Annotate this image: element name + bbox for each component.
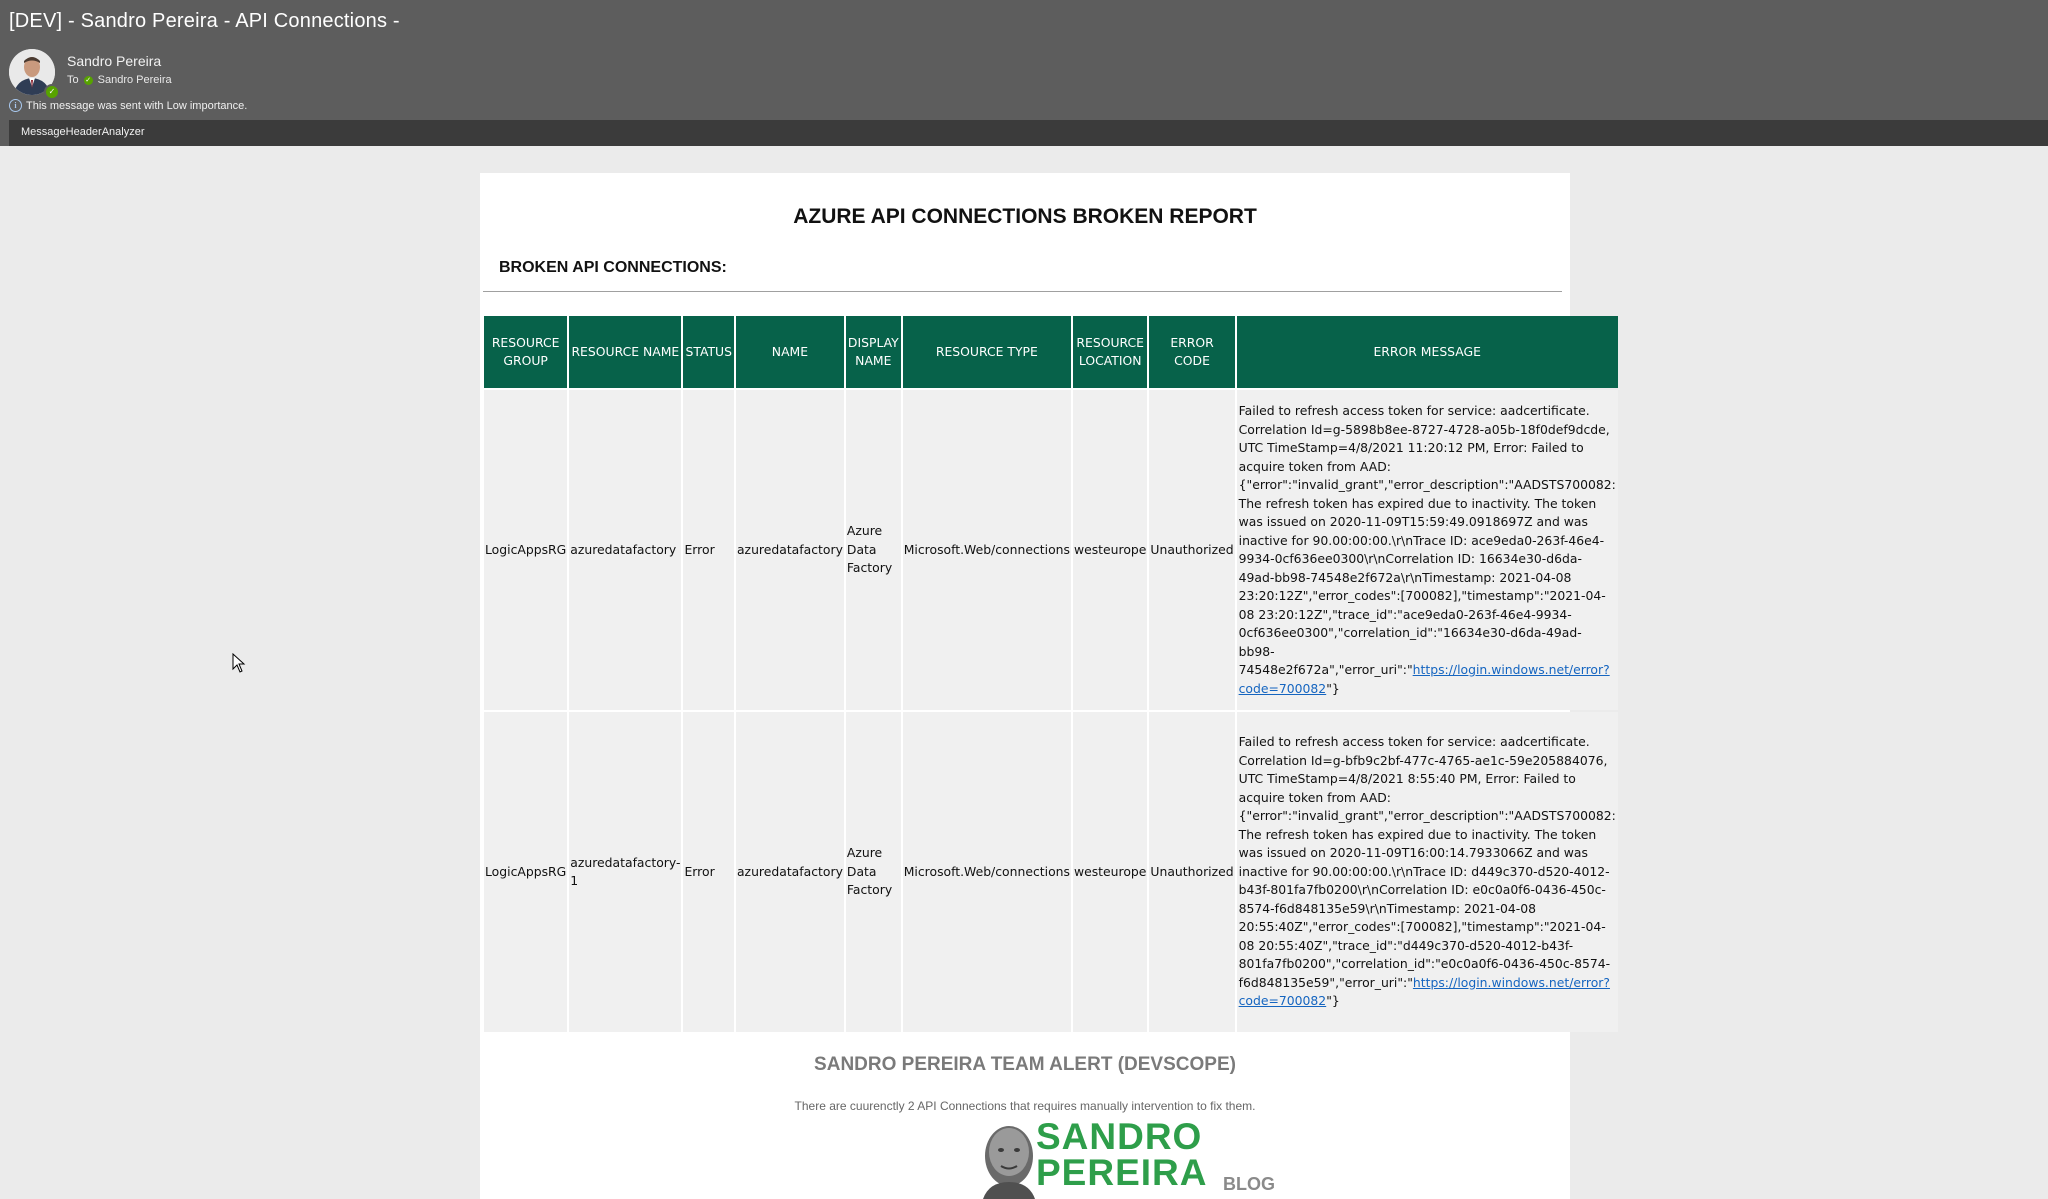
to-label: To: [67, 74, 79, 86]
message-header-analyzer-button[interactable]: MessageHeaderAnalyzer: [21, 126, 145, 138]
cell-resource-group: LogicAppsRG: [484, 390, 567, 710]
error-message-tail: "}: [1326, 993, 1340, 1009]
recipient-name[interactable]: Sandro Pereira: [97, 74, 172, 86]
header-edge: [0, 120, 9, 146]
column-header: ERROR MESSAGE: [1237, 316, 1618, 388]
team-alert-title: SANDRO PEREIRA TEAM ALERT (DEVSCOPE): [814, 1054, 1236, 1075]
error-uri-link[interactable]: https://login.windows.net/error?code=700082: [1238, 662, 1610, 696]
cell-resource-type: Microsoft.Web/connections: [903, 390, 1071, 710]
cell-name: azuredatafactory: [736, 390, 844, 710]
error-uri-link[interactable]: https://login.windows.net/error?code=700082: [1238, 974, 1610, 1009]
cell-resource-location: westeurope: [1073, 390, 1147, 710]
info-icon: i: [9, 99, 22, 112]
cell-status: Error: [683, 390, 734, 710]
table-row: [484, 390, 1618, 710]
cell-error-code: Unauthorized: [1149, 390, 1234, 710]
error-message-tail: "}: [1326, 680, 1340, 696]
presence-available-icon: ✓: [85, 76, 92, 84]
report-title: AZURE API CONNECTIONS BROKEN REPORT: [793, 205, 1257, 228]
column-header: STATUS: [683, 316, 734, 388]
presence-available-icon: ✓: [44, 84, 60, 100]
alert-note: There are cuurenctly 2 API Connections that requires manually intervention to fix them.: [794, 1099, 1256, 1113]
brand-line-2: PEREIRA: [1036, 1152, 1208, 1193]
sender-name[interactable]: Sandro Pereira: [67, 53, 162, 69]
cell-resource-location: westeurope: [1073, 712, 1147, 1032]
cell-display-name: Azure Data Factory: [846, 712, 901, 1032]
recipient-line: [67, 74, 172, 86]
column-header: RESOURCE NAME: [569, 316, 681, 388]
importance-text: This message was sent with Low importance.: [26, 99, 248, 112]
column-header: ERROR CODE: [1149, 316, 1234, 388]
message-header: [0, 0, 2048, 120]
divider: [483, 291, 1562, 292]
cell-resource-type: Microsoft.Web/connections: [903, 712, 1071, 1032]
importance-notice: [9, 99, 247, 112]
mouse-cursor-icon: [232, 653, 246, 678]
cell-error-message: [1237, 390, 1618, 710]
table-header-row: [484, 316, 1618, 388]
column-header: DISPLAY NAME: [846, 316, 901, 388]
table-row: [484, 712, 1618, 1032]
brand-line-1: SANDRO: [1036, 1116, 1203, 1157]
column-header: RESOURCE LOCATION: [1073, 316, 1147, 388]
cell-resource-group: LogicAppsRG: [484, 712, 567, 1032]
brand-logo: [973, 1116, 1275, 1199]
broken-connections-table: [482, 314, 1620, 1034]
cell-status: Error: [683, 712, 734, 1032]
cell-error-message: [1237, 712, 1618, 1032]
cell-error-code: Unauthorized: [1149, 712, 1234, 1032]
message-subject: [DEV] - Sandro Pereira - API Connections -: [9, 10, 400, 32]
addin-bar: [9, 120, 2048, 146]
section-title: BROKEN API CONNECTIONS:: [499, 259, 727, 276]
cell-display-name: Azure Data Factory: [846, 390, 901, 710]
error-message-text: Failed to refresh access token for service: aadcertificate. Correlation Id=g-5898b8ee-8727-4728-a05b-18f0def9dcde, UTC TimeStamp=4/8/2021 11:20:12 PM, Error: Failed to acquire token from AAD: {"error":"invalid_grant","error_description":"AADSTS700082: The refresh token has expired due to inactivity. The token was issued on 2020-11-09T15:59:49.0918697Z and was inactive for 90.00:00:00.\r\nTrace ID: ace9eda0-263f-46e4-9934-0cf636ee0300\r\nCorrelation ID: 16634e30-d6da-49ad-bb98-74548e2f672a\r\nTimestamp: 2021-04-08 23:20:12Z","error_codes":[700082],"timestamp":"2021-04-08 23:20:12Z","trace_id":"ace9eda0-263f-46e4-9934-0cf636ee0300","correlation_id":"16634e30-d6da-49ad-bb98-74548e2f672a","error_uri":": [1238, 403, 1616, 677]
cell-resource-name: azuredatafactory: [569, 390, 681, 710]
column-header: RESOURCE TYPE: [903, 316, 1071, 388]
column-header: NAME: [736, 316, 844, 388]
column-header: RESOURCE GROUP: [484, 316, 567, 388]
email-content: [480, 173, 1616, 1199]
cell-name: azuredatafactory: [736, 712, 844, 1032]
cell-resource-name: azuredatafactory-1: [569, 712, 681, 1032]
brand-blog: BLOG: [1223, 1174, 1275, 1194]
error-message-text: Failed to refresh access token for service: aadcertificate. Correlation Id=g-bfb9c2bf-477c-4765-ae1c-59e205884076, UTC TimeStamp=4/8/2021 8:55:40 PM, Error: Failed to acquire token from AAD: {"error":"invalid_grant","error_description":"AADSTS700082: The refresh token has expired due to inactivity. The token was issued on 2020-11-09T16:00:14.7933066Z and was inactive for 90.00:00:00.\r\nTrace ID: d449c370-d520-4012-b43f-801fa7fb0200\r\nCorrelation ID: e0c0a0f6-0436-450c-8574-f6d848135e59\r\nTimestamp: 2021-04-08 20:55:40Z","error_codes":[700082],"timestamp":"2021-04-08 20:55:40Z","trace_id":"d449c370-d520-4012-b43f-801fa7fb0200","correlation_id":"e0c0a0f6-0436-450c-8574-f6d848135e59","error_uri":": [1238, 734, 1616, 990]
